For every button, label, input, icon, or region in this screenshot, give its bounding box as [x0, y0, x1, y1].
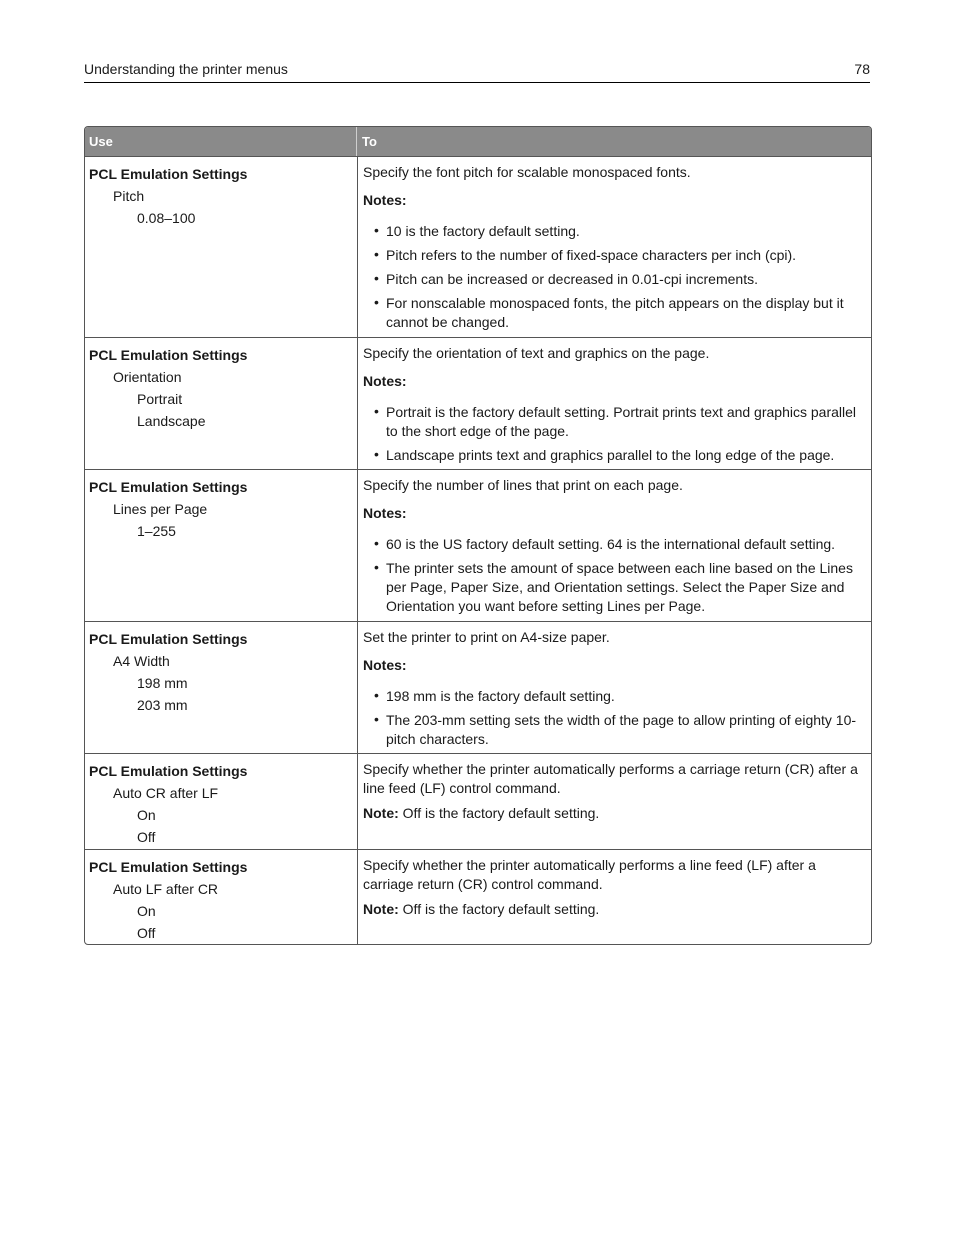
list-item: • Landscape prints text and graphics parallel to the long edge of the page. [374, 446, 835, 463]
menu-value: On [137, 807, 156, 823]
list-item: • Pitch refers to the number of fixed-space characters per inch (cpi). [374, 246, 797, 263]
to-cell [358, 470, 871, 621]
bullet-icon: • [374, 270, 379, 286]
menu-group: PCL Emulation Settings [89, 631, 248, 647]
menu-group: PCL Emulation Settings [89, 347, 248, 363]
bullet-icon: • [374, 222, 379, 238]
description: Specify the orientation of text and graphics on the page. [363, 345, 710, 361]
notes-label: Notes: [363, 192, 407, 208]
menu-value: Landscape [137, 413, 206, 429]
column-header-use: Use [85, 127, 357, 156]
menu-item: Orientation [113, 369, 182, 385]
menu-item: Auto CR after LF [113, 785, 219, 801]
description: Specify whether the printer automatically performs a line feed (LF) after a carriage return (CR) control command. [363, 857, 816, 892]
use-cell [85, 754, 358, 849]
list-item: • The 203-mm setting sets the width of the page to allow printing of eighty 10-pitch characters. [374, 711, 857, 747]
bullet-icon: • [374, 446, 379, 462]
menu-value: 203 mm [137, 697, 188, 713]
menu-group: PCL Emulation Settings [89, 763, 248, 779]
menu-group: PCL Emulation Settings [89, 859, 248, 875]
list-item: • Portrait is the factory default setting. Portrait prints text and graphics parallel to the short edge of the page. [374, 403, 857, 439]
bullet-icon: • [374, 687, 379, 703]
note [363, 900, 867, 919]
menu-value: Off [137, 925, 156, 941]
menu-item: Pitch [113, 188, 145, 204]
table-row [85, 753, 871, 849]
list-item: • 198 mm is the factory default setting. [374, 687, 615, 704]
use-cell [85, 338, 358, 469]
menu-value: 1–255 [137, 523, 176, 539]
to-cell [358, 850, 871, 944]
menu-value: On [137, 903, 156, 919]
list-item: • 10 is the factory default setting. [374, 222, 580, 239]
use-cell [85, 157, 358, 337]
to-cell [358, 754, 871, 849]
note-label: Note: [363, 805, 399, 821]
bullet-icon: • [374, 294, 379, 310]
use-cell [85, 470, 358, 621]
table-row [85, 621, 871, 753]
notes-label: Notes: [363, 505, 407, 521]
notes-list [363, 403, 867, 465]
description: Specify whether the printer automatically performs a carriage return (CR) after a line feed (LF) control command. [363, 761, 858, 796]
use-cell [85, 622, 358, 753]
to-cell [358, 338, 871, 469]
page-number: 78 [854, 61, 870, 77]
to-cell [358, 157, 871, 337]
menu-value: 198 mm [137, 675, 188, 691]
list-item: • The printer sets the amount of space between each line based on the Lines per Page, Paper Size, and Orientation settings. Select the Paper Size and Orientation you want before setting Lines per Page. [374, 559, 853, 614]
notes-list [363, 222, 867, 332]
bullet-icon: • [374, 403, 379, 419]
description: Specify the font pitch for scalable monospaced fonts. [363, 164, 691, 180]
bullet-icon: • [374, 559, 379, 575]
menu-value: Off [137, 829, 156, 845]
note-text: Off is the factory default setting. [398, 901, 600, 917]
note-text: Off is the factory default setting. [398, 805, 600, 821]
to-cell [358, 622, 871, 753]
menu-value: 0.08–100 [137, 210, 196, 226]
table-row [85, 156, 871, 337]
use-cell [85, 850, 358, 944]
menu-item: A4 Width [113, 653, 170, 669]
table-row [85, 849, 871, 944]
notes-list [363, 687, 867, 749]
column-header-to: To [362, 134, 377, 149]
notes-list [363, 535, 867, 616]
table-header-row [85, 127, 871, 156]
list-item: • Pitch can be increased or decreased in 0.01-cpi increments. [374, 270, 758, 287]
table-row [85, 469, 871, 621]
bullet-icon: • [374, 535, 379, 551]
menu-item: Lines per Page [113, 501, 208, 517]
note-label: Note: [363, 901, 399, 917]
notes-label: Notes: [363, 657, 407, 673]
page-header-title: Understanding the printer menus [84, 61, 288, 77]
list-item: • For nonscalable monospaced fonts, the pitch appears on the display but it cannot be changed. [374, 294, 844, 330]
menu-group: PCL Emulation Settings [89, 479, 248, 495]
list-item: • 60 is the US factory default setting. 64 is the international default setting. [374, 535, 836, 552]
menu-item: Auto LF after CR [113, 881, 219, 897]
bullet-icon: • [374, 711, 379, 727]
settings-table [84, 126, 872, 945]
bullet-icon: • [374, 246, 379, 262]
table-row [85, 337, 871, 469]
notes-label: Notes: [363, 373, 407, 389]
page-header [84, 58, 870, 83]
description: Specify the number of lines that print on each page. [363, 477, 683, 493]
menu-group: PCL Emulation Settings [89, 166, 248, 182]
description: Set the printer to print on A4-size paper. [363, 629, 610, 645]
menu-value: Portrait [137, 391, 183, 407]
note [363, 804, 867, 823]
